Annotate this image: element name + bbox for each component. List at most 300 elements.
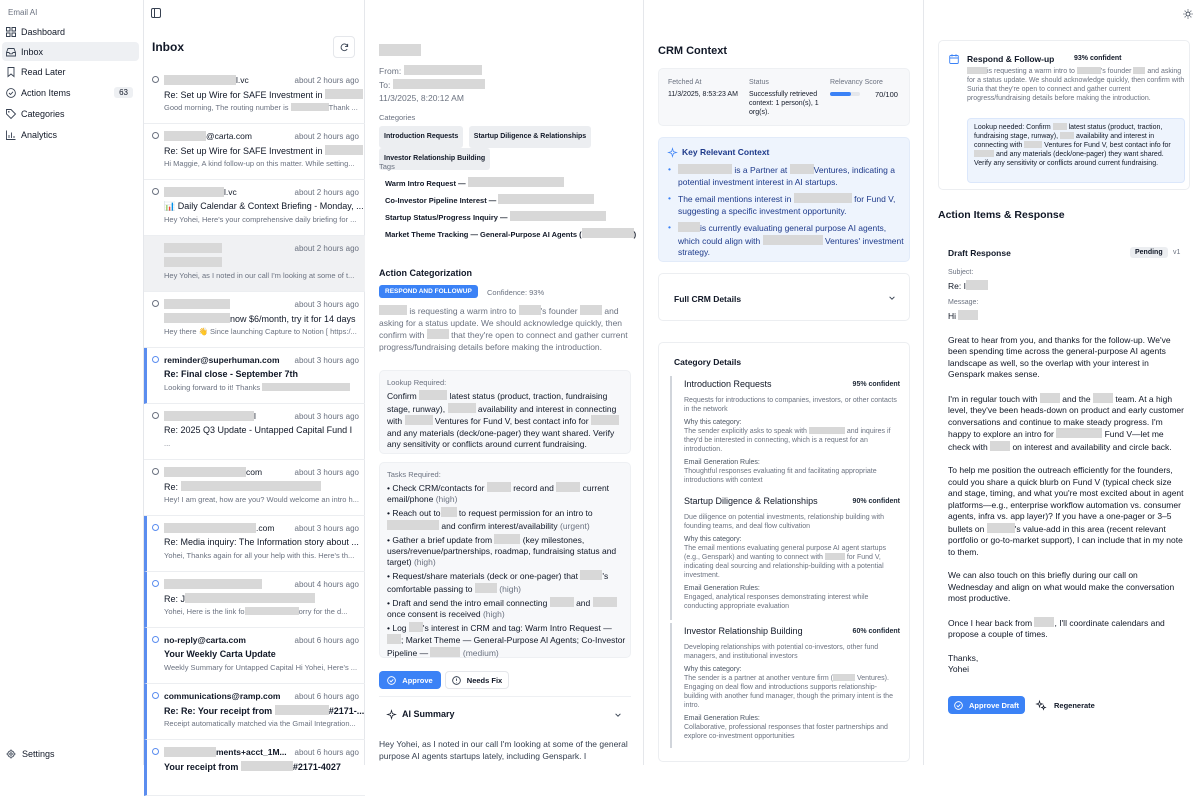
redaction: [958, 310, 978, 320]
message-text: team. At a high level, they've been heads-down on product and early customer conversations and continue to make steady progress. I'm happy to explore an intro for: [948, 393, 1184, 439]
status-badge: Pending: [1130, 247, 1168, 258]
chevron-down-icon: [888, 294, 896, 302]
redaction: [1056, 428, 1102, 438]
key-context-title: Key Relevant Context: [682, 147, 770, 157]
category-detail: [670, 493, 900, 620]
redaction: [441, 507, 457, 517]
sender: reminder@superhuman.com: [164, 355, 280, 365]
redaction: [833, 674, 855, 681]
sender: .com: [256, 523, 275, 533]
tasks-card: [379, 462, 631, 658]
message-text: Fund V—let me check with: [948, 429, 1164, 452]
redaction: [498, 194, 594, 204]
subject: #2171-4027: [292, 762, 341, 772]
time: about 3 hours ago: [294, 411, 359, 421]
status-value: Successfully retrieved context: 1 person(s), 1 org(s).: [749, 91, 819, 116]
preview: Thank ...: [328, 103, 358, 112]
list-item[interactable]: [144, 68, 365, 124]
action-items-count: 63: [114, 87, 133, 98]
full-crm-details[interactable]: [658, 273, 910, 321]
redaction: [487, 482, 511, 492]
task-priority: (urgent): [559, 520, 590, 531]
confidence-text: Confidence: 93%: [487, 288, 545, 297]
redaction: [164, 131, 206, 141]
list-item[interactable]: [144, 348, 365, 404]
redaction: [825, 553, 845, 560]
redaction: [245, 607, 299, 615]
message-paragraph: We can also touch on this briefly during our call on Wednesday and align on what would make the conversation most productive.: [948, 570, 1175, 603]
redaction: [550, 597, 574, 607]
task-item: [387, 597, 627, 620]
action-item-confidence: 93% confident: [1074, 55, 1122, 62]
time: about 2 hours ago: [294, 131, 359, 141]
lookup-text: Ventures for Fund V, best contact info for: [1044, 142, 1171, 149]
list-item[interactable]: [144, 292, 365, 348]
unread-dot-icon: [152, 412, 159, 419]
message-label: Message:: [948, 299, 979, 306]
message-text: and the: [1062, 393, 1091, 404]
subject: Re: J: [164, 594, 186, 604]
sender: @carta.com: [206, 131, 252, 141]
preview: Receipt automatically matched via the Gmail Integration...: [164, 719, 356, 728]
rules-label: Email Generation Rules:: [684, 585, 760, 592]
redaction: [419, 390, 447, 400]
message-body[interactable]: [948, 310, 1184, 676]
key-context-item: is a Partner at: [734, 165, 788, 175]
gear-icon: [6, 749, 16, 759]
email-date: 11/3/2025, 8:20:12 AM: [379, 93, 464, 103]
preview: Hi Maggie, A kind follow-up on this matter. While setting...: [164, 159, 355, 168]
action-text: and asking for a status update. We should acknowledge quickly, then confirm with: [379, 306, 623, 340]
approve-button[interactable]: [379, 671, 441, 689]
redaction: [181, 481, 321, 491]
category-description: Due diligence on potential investments, relationship building with founding teams, and deal flow cultivation: [684, 514, 885, 530]
inbox-title: Inbox: [152, 40, 184, 54]
action-badge: RESPOND AND FOLLOWUP: [379, 285, 478, 298]
sidebar-item-label: Categories: [21, 108, 65, 119]
subject: Re: Media inquiry: The Information story about ...: [164, 537, 359, 547]
task-text: 's comfortable passing to: [387, 571, 609, 594]
action-text: 's founder: [540, 306, 578, 316]
rules-text: Engaged, analytical responses demonstrating interest while conducting appropriate evaluation: [684, 594, 869, 610]
relevancy-label: Relevancy Score: [830, 79, 883, 86]
unread-dot-icon: [152, 132, 159, 139]
list-item[interactable]: [144, 628, 365, 684]
fetched-label: Fetched At: [668, 79, 702, 86]
unread-dot-icon: [152, 468, 159, 475]
action-item-title: Respond & Follow-up: [967, 54, 1055, 64]
redaction: [1093, 393, 1113, 403]
subject: Your receipt from: [164, 762, 239, 772]
task-item: [387, 482, 627, 505]
sidebar-item-dashboard[interactable]: [2, 22, 139, 41]
alert-circle-icon: [452, 676, 461, 685]
redaction: [325, 89, 363, 99]
preview: Hey there 👋 Since launching Capture to Notion [ https:/...: [164, 327, 357, 336]
regenerate-button[interactable]: [1036, 696, 1106, 714]
subject: Re: Re: Your receipt from: [164, 706, 273, 716]
tag: Startup Status/Progress Inquiry —: [385, 213, 508, 222]
task-text: to request permission for an intro to: [458, 508, 593, 519]
lookup-text: latest status (product, traction, fundraising stage, runway),: [387, 391, 608, 414]
lookup-text: and any materials (deck/one-pager) they want shared. Verify any sensitivity or conflicts around current fundraising.: [974, 151, 1164, 167]
preview: ...: [164, 439, 171, 448]
redaction: [164, 75, 236, 85]
task-priority: (high): [413, 557, 436, 568]
needs-fix-button[interactable]: [445, 671, 509, 689]
subject: Re: 2025 Q3 Update - Untapped Capital Fund I: [164, 425, 353, 435]
subject-redacted: [379, 44, 421, 56]
key-context-item: Ventures, indicating a potential investment interest in AI startups.: [678, 165, 895, 187]
list-item[interactable]: [144, 516, 365, 572]
sidebar-item-inbox[interactable]: [2, 42, 139, 61]
redaction: [1024, 141, 1042, 148]
sender: l.vc: [236, 75, 249, 85]
sidebar-item-analytics[interactable]: [2, 125, 139, 144]
message-paragraph: [948, 465, 1184, 558]
rules-label: Email Generation Rules:: [684, 715, 760, 722]
lookup-label: Lookup Required:: [387, 378, 447, 387]
sparkle-icon: [1036, 700, 1046, 710]
sidebar-item-label: Analytics: [21, 129, 58, 140]
redaction: [1040, 393, 1060, 403]
list-item[interactable]: [144, 740, 365, 796]
task-text: 's interest in CRM and tag: Warm Intro Request —: [422, 623, 612, 634]
task-item: [387, 507, 627, 531]
redaction: [427, 329, 449, 339]
category-name: Introduction Requests: [684, 379, 772, 389]
tag-icon: [6, 109, 16, 119]
message-paragraph: [948, 617, 1184, 641]
redaction: [494, 534, 520, 544]
redaction: [678, 222, 700, 232]
why-text: Ventures). Engaging on deal flow and introductions supports relationship-building with another fund manager, though the primary intent is the intro.: [684, 675, 893, 709]
redaction: [974, 150, 994, 157]
message-paragraph: [948, 393, 1184, 454]
task-text: and: [576, 597, 591, 608]
subject: Your Weekly Carta Update: [164, 649, 276, 659]
list-item-selected[interactable]: [144, 236, 365, 292]
response-panel: [924, 0, 1200, 765]
grid-icon: [6, 27, 16, 37]
sidebar-item-label: Dashboard: [21, 26, 66, 37]
action-categorization-title: Action Categorization: [379, 268, 473, 278]
redaction: [582, 228, 634, 238]
category-confidence: 90% confident: [852, 497, 900, 505]
sparkle-icon: [387, 710, 396, 719]
why-text: The sender is a partner at another venture firm (: [684, 675, 834, 682]
redaction: [519, 305, 541, 315]
subject-label: Subject:: [948, 269, 974, 276]
redaction: [580, 305, 602, 315]
sidebar-item-categories[interactable]: [2, 104, 139, 123]
sidebar-item-action-items[interactable]: [2, 83, 139, 102]
tag: Warm Intro Request —: [385, 179, 466, 188]
redaction: [185, 593, 315, 603]
redaction: [164, 243, 222, 253]
settings-link[interactable]: [6, 749, 55, 759]
ai-summary-toggle[interactable]: [387, 709, 455, 719]
redaction: [241, 761, 293, 771]
lookup-needed-box: [967, 118, 1185, 183]
task-item: [387, 534, 627, 569]
status-label: Status: [749, 79, 769, 86]
time: about 2 hours ago: [294, 75, 359, 85]
category-description: Requests for introductions to companies, investors, or other contacts in the network: [684, 397, 897, 413]
why-label: Why this category:: [684, 536, 742, 543]
redaction: [794, 193, 852, 203]
category-detail: [670, 376, 900, 501]
tag: Co-Investor Pipeline Interest —: [385, 196, 497, 205]
redaction: [164, 579, 262, 589]
sender: l: [254, 411, 256, 421]
check-circle-icon: [954, 701, 963, 710]
why-text: The email mentions evaluating general purpose AI agent startups (e.g., Genspark) and wanting to connect with: [684, 545, 886, 561]
refresh-button[interactable]: [333, 36, 355, 58]
unread-dot-icon: [152, 692, 159, 699]
task-text: record and: [513, 483, 554, 493]
redaction: [379, 305, 407, 315]
time: about 2 hours ago: [294, 243, 359, 253]
relevancy-fill: [830, 92, 851, 96]
inbox-list: [144, 0, 365, 772]
redaction: [1053, 123, 1067, 130]
unread-dot-icon: [152, 188, 159, 195]
redaction: [468, 177, 564, 187]
redaction: [1133, 67, 1145, 74]
from-label: From:: [379, 66, 402, 76]
category-details-title: Category Details: [674, 357, 742, 367]
action-item-card[interactable]: [938, 40, 1190, 190]
why-text: The sender explicitly asks to speak with: [684, 428, 807, 435]
redaction: [164, 313, 230, 323]
task-item: [387, 622, 627, 659]
task-text: • Check CRM/contacts for: [387, 483, 485, 493]
time: about 6 hours ago: [294, 691, 359, 701]
sender: ments+acct_1M...: [216, 747, 287, 757]
message-text: , I'll coordinate calendars and propose a couple of times.: [948, 617, 1165, 639]
action-text: is requesting a warm intro to: [409, 306, 517, 316]
sidebar: [0, 0, 144, 765]
redaction: [325, 145, 363, 155]
preview: Weekly Summary for Untapped Capital Hi Yohei, Here's ...: [164, 663, 358, 672]
category-details-card: [658, 342, 910, 762]
action-text: that they're open to connect and gather current progress/fundraising details before making the introduction.: [379, 330, 628, 352]
redaction: [475, 583, 497, 593]
redaction: [448, 403, 476, 413]
redaction: [393, 79, 485, 89]
subject: Re: Final close - September 7th: [164, 369, 299, 379]
time: about 3 hours ago: [294, 299, 359, 309]
task-text: • Log: [387, 623, 407, 634]
task-priority: (high): [435, 494, 458, 505]
redaction: [678, 164, 732, 174]
refresh-icon: [340, 43, 349, 52]
redaction: [275, 705, 329, 715]
fetched-value: 11/3/2025, 8:53:23 AM: [668, 91, 738, 98]
categories-label: Categories: [379, 113, 416, 122]
redaction: [556, 482, 580, 492]
why-label: Why this category:: [684, 419, 742, 426]
task-text: and confirm interest/availability: [441, 520, 558, 531]
rules-text: Collaborative, professional responses that foster partnerships and explore co-investment opportunities: [684, 724, 888, 740]
lookup-text: availability and interest in connecting with: [974, 133, 1155, 149]
time: about 2 hours ago: [294, 187, 359, 197]
approve-label: Approve: [402, 675, 433, 685]
rules-label: Email Generation Rules:: [684, 459, 760, 466]
preview: Hey Yohei, as I noted in our call I'm looking at some of t...: [164, 271, 355, 280]
needs-fix-label: Needs Fix: [466, 675, 503, 685]
subject: Re: Set up Wire for SAFE Investment in: [164, 90, 323, 100]
sender: no-reply@carta.com: [164, 635, 246, 645]
preview: Yohei, Here is the link fo: [164, 607, 245, 616]
redaction: [510, 211, 606, 221]
check-circle-icon: [387, 676, 396, 685]
list-item[interactable]: [144, 460, 365, 516]
signature-name: Yohei: [948, 664, 969, 674]
task-priority: (high): [499, 583, 522, 594]
lookup-text: and any materials (deck/one-pager) they want shared. Verify any sensitivity or conflicts around current fundraising.: [387, 427, 615, 449]
key-context-item: is currently evaluating general purpose AI agents, which could align with: [678, 223, 887, 246]
redaction: [164, 257, 222, 267]
redaction: [262, 383, 350, 391]
bar-chart-icon: [6, 130, 16, 140]
ai-summary-title: AI Summary: [402, 709, 455, 719]
preview: Looking forward to it! Thanks: [164, 383, 261, 392]
preview: orry for the d...: [298, 607, 348, 616]
to-label: To:: [379, 80, 391, 90]
crm-title: CRM Context: [658, 45, 728, 57]
regenerate-label: Regenerate: [1054, 700, 1095, 710]
unread-dot-icon: [152, 580, 159, 587]
redaction: [405, 415, 433, 425]
relevancy-value: 70/100: [875, 90, 898, 99]
sparkle-icon: [668, 148, 677, 157]
action-item-text: and asking for a status update. We should acknowledge quickly, then confirm with Suria that they're open to connect and gather current progress/fundraising details before making the introduction.: [967, 68, 1185, 102]
message-text: I'm in regular touch with: [948, 393, 1038, 404]
category-description: Developing relationships with potential co-investors, other fund managers, and institutional investors: [684, 644, 879, 660]
preview: Good morning, The routing number is: [164, 103, 289, 112]
redaction: [987, 523, 1015, 533]
unread-dot-icon: [152, 356, 159, 363]
inbox-icon: [6, 47, 16, 57]
why-label: Why this category:: [684, 666, 742, 673]
calendar-icon: [949, 54, 959, 64]
sidebar-item-label: Inbox: [21, 46, 44, 57]
chevron-down-icon[interactable]: [614, 711, 622, 719]
key-context-card: Key Relevant Context • is a Partner at Ventures, indicating a potential investment interest in AI startups. • The email mentions interest in for Fund V, suggesting a specific investment opportunity. • is currently evaluating general purpose AI agents, which could align with Ventures' investment strategy.: [658, 137, 910, 262]
category-name: Investor Relationship Building: [684, 626, 803, 636]
redaction: [967, 67, 987, 74]
greeting: Hi: [948, 311, 957, 321]
crm-status-card: [658, 68, 910, 126]
lookup-text: Lookup needed: Confirm: [974, 124, 1051, 131]
message-paragraph: Great to hear from you, and thanks for the follow-up. We've been spending time across the general-purpose AI agents landscape as well, so the overlap with your interest in Genspark makes sense.: [948, 334, 1171, 379]
rules-text: Thoughtful responses evaluating fit and facilitating appropriate introductions with context: [684, 468, 877, 484]
subject: #2171-...: [328, 706, 365, 716]
action-item-text: 's founder: [1100, 68, 1132, 75]
sidebar-item-read-later[interactable]: [2, 62, 139, 81]
task-text: • Draft and send the intro email connecting: [387, 597, 548, 608]
message-text: Once I hear back from: [948, 617, 1033, 628]
unread-dot-icon: [152, 748, 159, 755]
list-item[interactable]: [144, 180, 365, 236]
time: about 4 hours ago: [294, 579, 359, 589]
list-item[interactable]: [144, 124, 365, 180]
category-chip[interactable]: Startup Diligence & Relationships: [469, 126, 591, 148]
crm-panel: [644, 0, 924, 765]
why-text: for Fund V, indicating deal sourcing and relationship-building with a potential investment.: [684, 554, 884, 579]
task-text: • Request/share materials (deck or one-pager) that: [387, 571, 579, 582]
redaction: [291, 103, 329, 111]
time: about 6 hours ago: [294, 635, 359, 645]
why-text: and inquires if they'd be interested in connecting, which is a request for an introduction.: [684, 428, 891, 453]
preview: Yohei, Thanks again for all your help with this. Here's th...: [164, 551, 355, 560]
bookmark-icon: [6, 67, 16, 77]
signoff: Thanks,: [948, 652, 979, 663]
list-item[interactable]: [144, 684, 365, 740]
preview: Hey! I am great, how are you? Would welcome an intro h...: [164, 495, 359, 504]
sender: communications@ramp.com: [164, 691, 281, 701]
draft-response-card: [938, 236, 1200, 765]
unread-dot-icon: [152, 524, 159, 531]
draft-title: Draft Response: [948, 248, 1011, 258]
ai-summary-text: Hey Yohei, as I noted in our call I'm looking at some of the general purpose AI agents startups lately, including Genspark. I: [379, 739, 628, 761]
redaction: [966, 280, 988, 290]
lookup-text: latest status (product, traction, fundraising stage, runway),: [974, 124, 1163, 140]
subject: Re:: [164, 482, 179, 492]
category-detail: [670, 623, 900, 748]
unread-dot-icon: [152, 76, 159, 83]
key-context-item: Ventures' investment strategy.: [678, 235, 904, 257]
task-text: • Reach out to: [387, 508, 441, 519]
redaction: [1034, 617, 1054, 627]
redaction: [164, 187, 224, 197]
time: about 3 hours ago: [294, 523, 359, 533]
redaction: [591, 415, 619, 425]
time: about 3 hours ago: [294, 467, 359, 477]
sender: l.vc: [224, 187, 237, 197]
message-text: To help me position the outreach efficiently for the founders, could you share a quick blurb on Fund V (typical check size and stage, timing, and what you're most excited about in agent platforms—e.g., enterprise workflow automation vs. consumer agents, infra vs. app layer)? If you have a one-pager or 3–5 bullets on: [948, 465, 1184, 534]
redaction: [409, 622, 423, 632]
version-label: v1: [1173, 249, 1181, 256]
sidebar-item-label: Action Items: [21, 87, 71, 98]
lookup-card: [379, 370, 631, 454]
task-text: ; Market Theme — General-Purpose AI Agents; Co-Investor Pipeline —: [387, 635, 626, 658]
subject-value[interactable]: Re: I: [948, 281, 966, 291]
list-item[interactable]: [144, 404, 365, 460]
redaction: [164, 523, 256, 533]
key-context-item: The email mentions interest in: [678, 194, 792, 204]
subject: Re: Set up Wire for SAFE Investment in: [164, 146, 323, 156]
preview: Hey Yohei, Here's your comprehensive daily briefing for ...: [164, 215, 357, 224]
approve-draft-button[interactable]: [948, 696, 1025, 714]
redaction: [593, 597, 617, 607]
category-chip[interactable]: Investor Relationship Building: [379, 148, 490, 170]
time: about 6 hours ago: [294, 747, 359, 757]
settings-label: Settings: [22, 749, 55, 759]
list-item[interactable]: [144, 572, 365, 628]
app-name: Email AI: [8, 8, 38, 17]
task-priority: (high): [482, 609, 505, 620]
redaction: [790, 164, 814, 174]
task-text: (key milestones, users/revenue/partnerships, roadmap, fundraising status and target): [387, 534, 617, 568]
redaction: [164, 299, 230, 309]
relevancy-bar: [830, 92, 860, 96]
category-chip[interactable]: Introduction Requests: [379, 126, 463, 148]
redaction: [387, 634, 401, 644]
unread-dot-icon: [152, 636, 159, 643]
